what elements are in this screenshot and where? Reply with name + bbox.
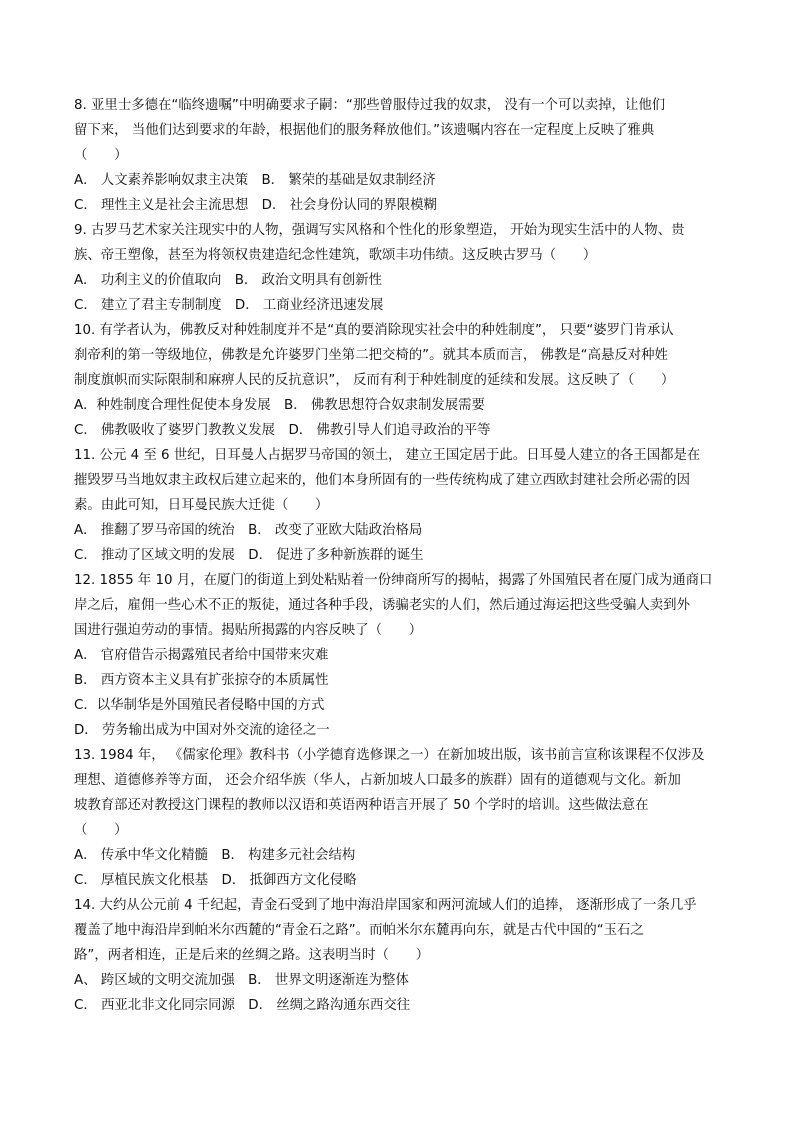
question-9-line-1: 9. 古罗马艺术家关注现实中的人物，强调写实风格和个性化的形象塑造， 开始为现实生活中的人物、贵 [74, 223, 685, 238]
question-14-line-2: 覆盖了地中海沿岸到帕米尔西麓的“青金石之路”。而帕米尔东麓再向东，就是古代中国的“玉石之 [74, 923, 644, 938]
question-8-line-2: 留下来， 当他们达到要求的年龄，根据他们的服务释放他们。”该遗嘱内容在一定程度上反映了雅典 [74, 123, 655, 138]
question-12-option-a: A． 官府借告示揭露殖民者给中国带来灾难 [74, 648, 329, 663]
question-9-options-ab: A． 功利主义的价值取向 B． 政治文明具有创新性 [74, 273, 383, 288]
question-13-line-4: （ ） [74, 823, 128, 838]
question-14-options-ab: A、 跨区域的文明交流加强 B． 世界文明逐渐连为整体 [74, 973, 409, 988]
question-11-line-2: 摧毁罗马当地奴隶主政权后建立起来的，他们本身所固有的一些传统构成了建立西欧封建社会所必需的因 [74, 473, 690, 488]
question-10-line-3: 制度旗帜而实际限制和麻痹人民的反抗意识”， 反而有利于种姓制度的延续和发展。这反映了（ ） [74, 373, 675, 388]
question-13-options-ab: A． 传承中华文化精髓 B． 构建多元社会结构 [74, 848, 356, 863]
question-13-line-2: 理想、道德修养等方面， 还会介绍华族（华人，占新加坡人口最多的族群）固有的道德观与文化。新加 [74, 773, 681, 788]
question-9-line-2: 族、帝王塑像，甚至为将领权贵建造纪念性建筑，歌颂丰功伟绩。这反映古罗马（ ） [74, 248, 597, 263]
question-10-line-1: 10. 有学者认为，佛教反对种姓制度并不是“真的要消除现实社会中的种姓制度”， 只要“婆罗门肯承认 [74, 323, 674, 338]
question-8-options-ab: A． 人文素养影响奴隶主决策 B． 繁荣的基础是奴隶制经济 [74, 173, 436, 188]
question-10-options-ab: A．种姓制度合理性促使本身发展 B． 佛教思想符合奴隶制发展需要 [74, 398, 485, 413]
question-13-line-3: 坡教育部还对教授这门课程的教师以汉语和英语两种语言开展了 50 个学时的培训。这些做法意在 [74, 798, 649, 813]
question-8-options-cd: C． 理性主义是社会主流思想 D． 社会身份认同的界限模糊 [74, 198, 437, 213]
question-11-line-3: 素。由此可知，日耳曼民族大迁徙（ ） [74, 498, 329, 513]
question-12-option-c: C．以华制华是外国殖民者侵略中国的方式 [74, 698, 325, 713]
question-12-option-d: D． 劳务输出成为中国对外交流的途径之一 [74, 723, 330, 738]
question-13-line-1: 13. 1984 年， 《儒家伦理》教科书（小学德育选修课之一）在新加坡出版，该书前言宣称该课程不仅涉及 [74, 748, 705, 763]
question-12-line-1: 12. 1855 年 10 月，在厦门的街道上到处粘贴着一份绅商所写的揭帖，揭露了外国殖民者在厦门成为通商口 [74, 573, 713, 588]
question-8-line-3: （ ） [74, 148, 128, 163]
question-8-line-1: 8. 亚里士多德在“临终遗嘱”中明确要求子嗣：“那些曾服侍过我的奴隶， 没有一个可以卖掉，让他们 [74, 98, 666, 113]
question-14-line-3: 路”，两者相连，正是后来的丝绸之路。这表明当时（ ） [74, 948, 430, 963]
question-12-option-b: B． 西方资本主义具有扩张掠夺的本质属性 [74, 673, 329, 688]
question-9-options-cd: C． 建立了君主专制制度 D． 工商业经济迅速发展 [74, 298, 384, 313]
question-10-options-cd: C． 佛教吸收了婆罗门教教义发展 D． 佛教引导人们追寻政治的平等 [74, 423, 491, 438]
question-13-options-cd: C． 厚植民族文化根基 D． 抵御西方文化侵略 [74, 873, 357, 888]
question-12-line-2: 岸之后，雇佣一些心术不正的叛徒，通过各种手段，诱骗老实的人们，然后通过海运把这些受骗人卖到外 [74, 598, 690, 613]
question-11-line-1: 11. 公元 4 至 6 世纪，日耳曼人占据罗马帝国的领土， 建立王国定居于此。日耳曼人建立的各王国都是在 [74, 448, 701, 463]
question-14-options-cd: C． 西亚北非文化同宗同源 D． 丝绸之路沟通东西交往 [74, 998, 411, 1013]
question-14-line-1: 14. 大约从公元前 4 千纪起，青金石受到了地中海沿岸国家和两河流域人们的追捧， 逐渐形成了一条几乎 [74, 898, 697, 913]
question-11-options-ab: A． 推翻了罗马帝国的统治 B． 改变了亚欧大陆政治格局 [74, 523, 423, 538]
question-10-line-2: 刹帝利的第一等级地位，佛教是允许婆罗门坐第二把交椅的”。就其本质而言， 佛教是“高悬反对种姓 [74, 348, 668, 363]
question-12-line-3: 国进行强迫劳动的事情。揭贴所揭露的内容反映了（ ） [74, 623, 423, 638]
question-11-options-cd: C． 推动了区域文明的发展 D． 促进了多种新族群的诞生 [74, 548, 424, 563]
